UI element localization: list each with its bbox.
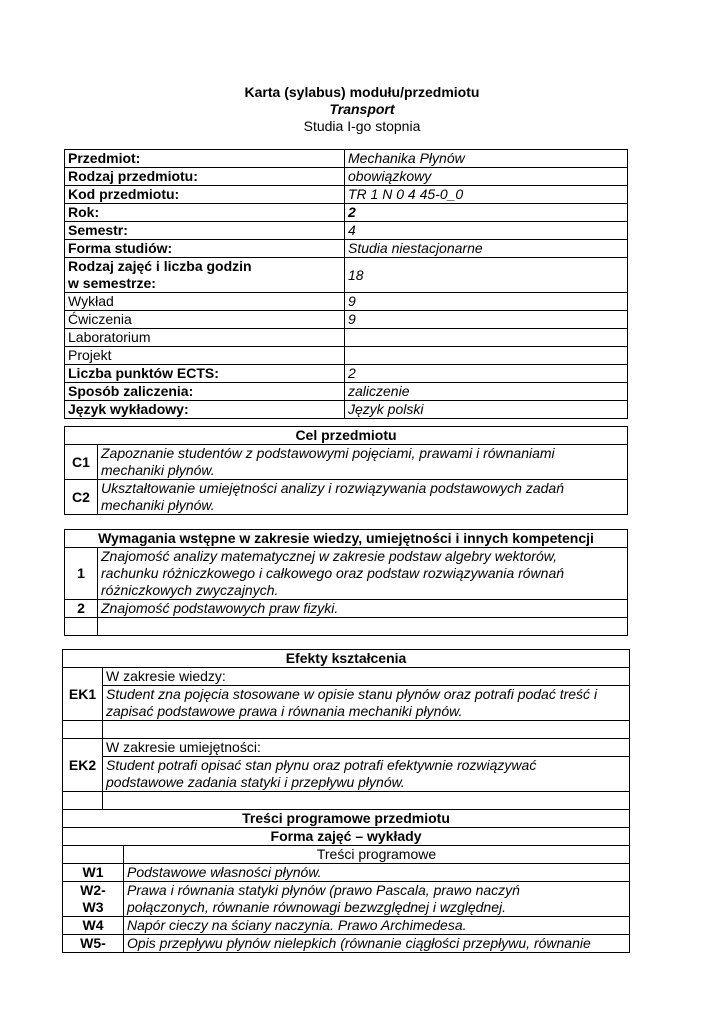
course-info-label: Laboratorium — [65, 329, 345, 347]
lecture-row — [63, 864, 630, 882]
course-info-value: Mechanika Płynów — [345, 150, 628, 168]
course-info-value: Studia niestacjonarne — [345, 240, 628, 258]
prerequisite-row — [65, 548, 628, 600]
prerequisite-text: Znajomość podstawowych praw fizyki. — [98, 600, 628, 618]
study-level: Studia I-go stopnia — [303, 118, 421, 134]
course-info-label: Przedmiot: — [65, 150, 345, 168]
program-content-title: Treści programowe przedmiotu — [63, 810, 630, 828]
outcome-text: Student potrafi opisać stan płynu oraz potrafi efektywnie rozwiązywać podstawowe zadania statyki i przepływu płynów. — [103, 757, 630, 792]
course-info-row — [65, 168, 628, 186]
course-info-label: Wykład — [65, 293, 345, 311]
course-info-value: 18 — [345, 258, 628, 293]
course-info-label: Rodzaj przedmiotu: — [65, 168, 345, 186]
course-info-value: 2 — [345, 204, 628, 222]
objective-text: Zapoznanie studentów z podstawowymi pojęciami, prawami i równaniami mechaniki płynów. — [98, 445, 628, 480]
course-info-row — [65, 258, 628, 293]
prerequisite-row — [65, 600, 628, 618]
objectives-title: Cel przedmiotu — [65, 427, 628, 445]
prerequisites-title: Wymagania wstępne w zakresie wiedzy, umiejętności i innych kompetencji — [65, 530, 628, 548]
document-title: Karta (sylabus) modułu/przedmiotu — [244, 84, 480, 100]
outcome-code: EK2 — [63, 739, 103, 792]
course-info-value: 9 — [345, 293, 628, 311]
course-info-row — [65, 186, 628, 204]
course-info-label: Projekt — [65, 347, 345, 365]
course-objectives-table — [64, 426, 628, 515]
lecture-topic: Podstawowe własności płynów. — [124, 864, 630, 882]
outcome-code: EK1 — [63, 668, 103, 721]
course-info-value: TR 1 N 0 4 45-0_0 — [345, 186, 628, 204]
prerequisite-empty-row — [65, 618, 628, 636]
lecture-code: W4 — [63, 917, 124, 935]
learning-outcomes-table — [62, 649, 630, 953]
course-info-label: Język wykładowy: — [65, 401, 345, 419]
outcomes-title: Efekty kształcenia — [63, 650, 630, 668]
lecture-row — [63, 935, 630, 953]
outcome-empty-row — [63, 792, 630, 810]
course-info-value: 4 — [345, 222, 628, 240]
program-content-column-header: Treści programowe — [124, 846, 630, 864]
prerequisite-text: Znajomość analizy matematycznej w zakresie podstaw algebry wektorów, rachunku różniczkowego i całkowego oraz podstaw rozwiązywania równań różniczkowych zwyczajnych. — [98, 548, 628, 600]
lecture-code: W1 — [63, 864, 124, 882]
lecture-topic: Prawa i równania statyki płynów (prawo Pascala, prawo naczyń połączonych, równanie równowagi bezwzględnej i względnej. — [124, 882, 630, 917]
course-info-label: Sposób zaliczenia: — [65, 383, 345, 401]
course-info-value: Język polski — [345, 401, 628, 419]
course-info-label: Rodzaj zajęć i liczba godzin w semestrze: — [65, 258, 345, 293]
objective-row — [65, 445, 628, 480]
lecture-code: W2- W3 — [63, 882, 124, 917]
objective-text: Ukształtowanie umiejętności analizy i rozwiązywania podstawowych zadań mechaniki płynów. — [98, 480, 628, 515]
course-info-row — [65, 401, 628, 419]
outcome-empty-row — [63, 721, 630, 739]
objective-code: C2 — [65, 480, 98, 515]
course-info-value: 2 — [345, 365, 628, 383]
course-info-value: obowiązkowy — [345, 168, 628, 186]
course-info-row — [65, 150, 628, 168]
course-info-label: Semestr: — [65, 222, 345, 240]
skills-label: W zakresie umiejętności: — [103, 739, 630, 757]
course-info-row — [65, 365, 628, 383]
prerequisite-number: 2 — [65, 600, 98, 618]
course-info-value: 9 — [345, 311, 628, 329]
lecture-row — [63, 882, 630, 917]
lecture-topic: Napór cieczy na ściany naczynia. Prawo Archimedesa. — [124, 917, 630, 935]
course-info-row — [65, 222, 628, 240]
prerequisite-number: 1 — [65, 548, 98, 600]
objective-code: C1 — [65, 445, 98, 480]
course-info-row — [65, 204, 628, 222]
course-info-table — [64, 149, 628, 419]
objective-row — [65, 480, 628, 515]
course-info-value — [345, 329, 628, 347]
outcome-text: Student zna pojęcia stosowane w opisie stanu płynów oraz potrafi podać treść i zapisać podstawowe prawa i równania mechaniki płynów. — [103, 686, 630, 721]
knowledge-label: W zakresie wiedzy: — [103, 668, 630, 686]
course-info-label: Kod przedmiotu: — [65, 186, 345, 204]
course-info-label: Liczba punktów ECTS: — [65, 365, 345, 383]
field-of-study: Transport — [329, 101, 395, 117]
course-info-label: Rok: — [65, 204, 345, 222]
course-info-row — [65, 311, 628, 329]
document-header — [0, 84, 724, 135]
lecture-topic: Opis przepływu płynów nielepkich (równanie ciągłości przepływu, równanie — [124, 935, 630, 953]
course-info-label: Forma studiów: — [65, 240, 345, 258]
course-info-row — [65, 240, 628, 258]
prerequisites-table — [64, 529, 628, 636]
course-info-value: zaliczenie — [345, 383, 628, 401]
lecture-row — [63, 917, 630, 935]
class-form-title: Forma zajęć – wykłady — [63, 828, 630, 846]
course-info-row — [65, 383, 628, 401]
course-info-value — [345, 347, 628, 365]
lecture-code: W5- — [63, 935, 124, 953]
course-info-row — [65, 293, 628, 311]
course-info-row — [65, 347, 628, 365]
course-info-row — [65, 329, 628, 347]
course-info-label: Ćwiczenia — [65, 311, 345, 329]
